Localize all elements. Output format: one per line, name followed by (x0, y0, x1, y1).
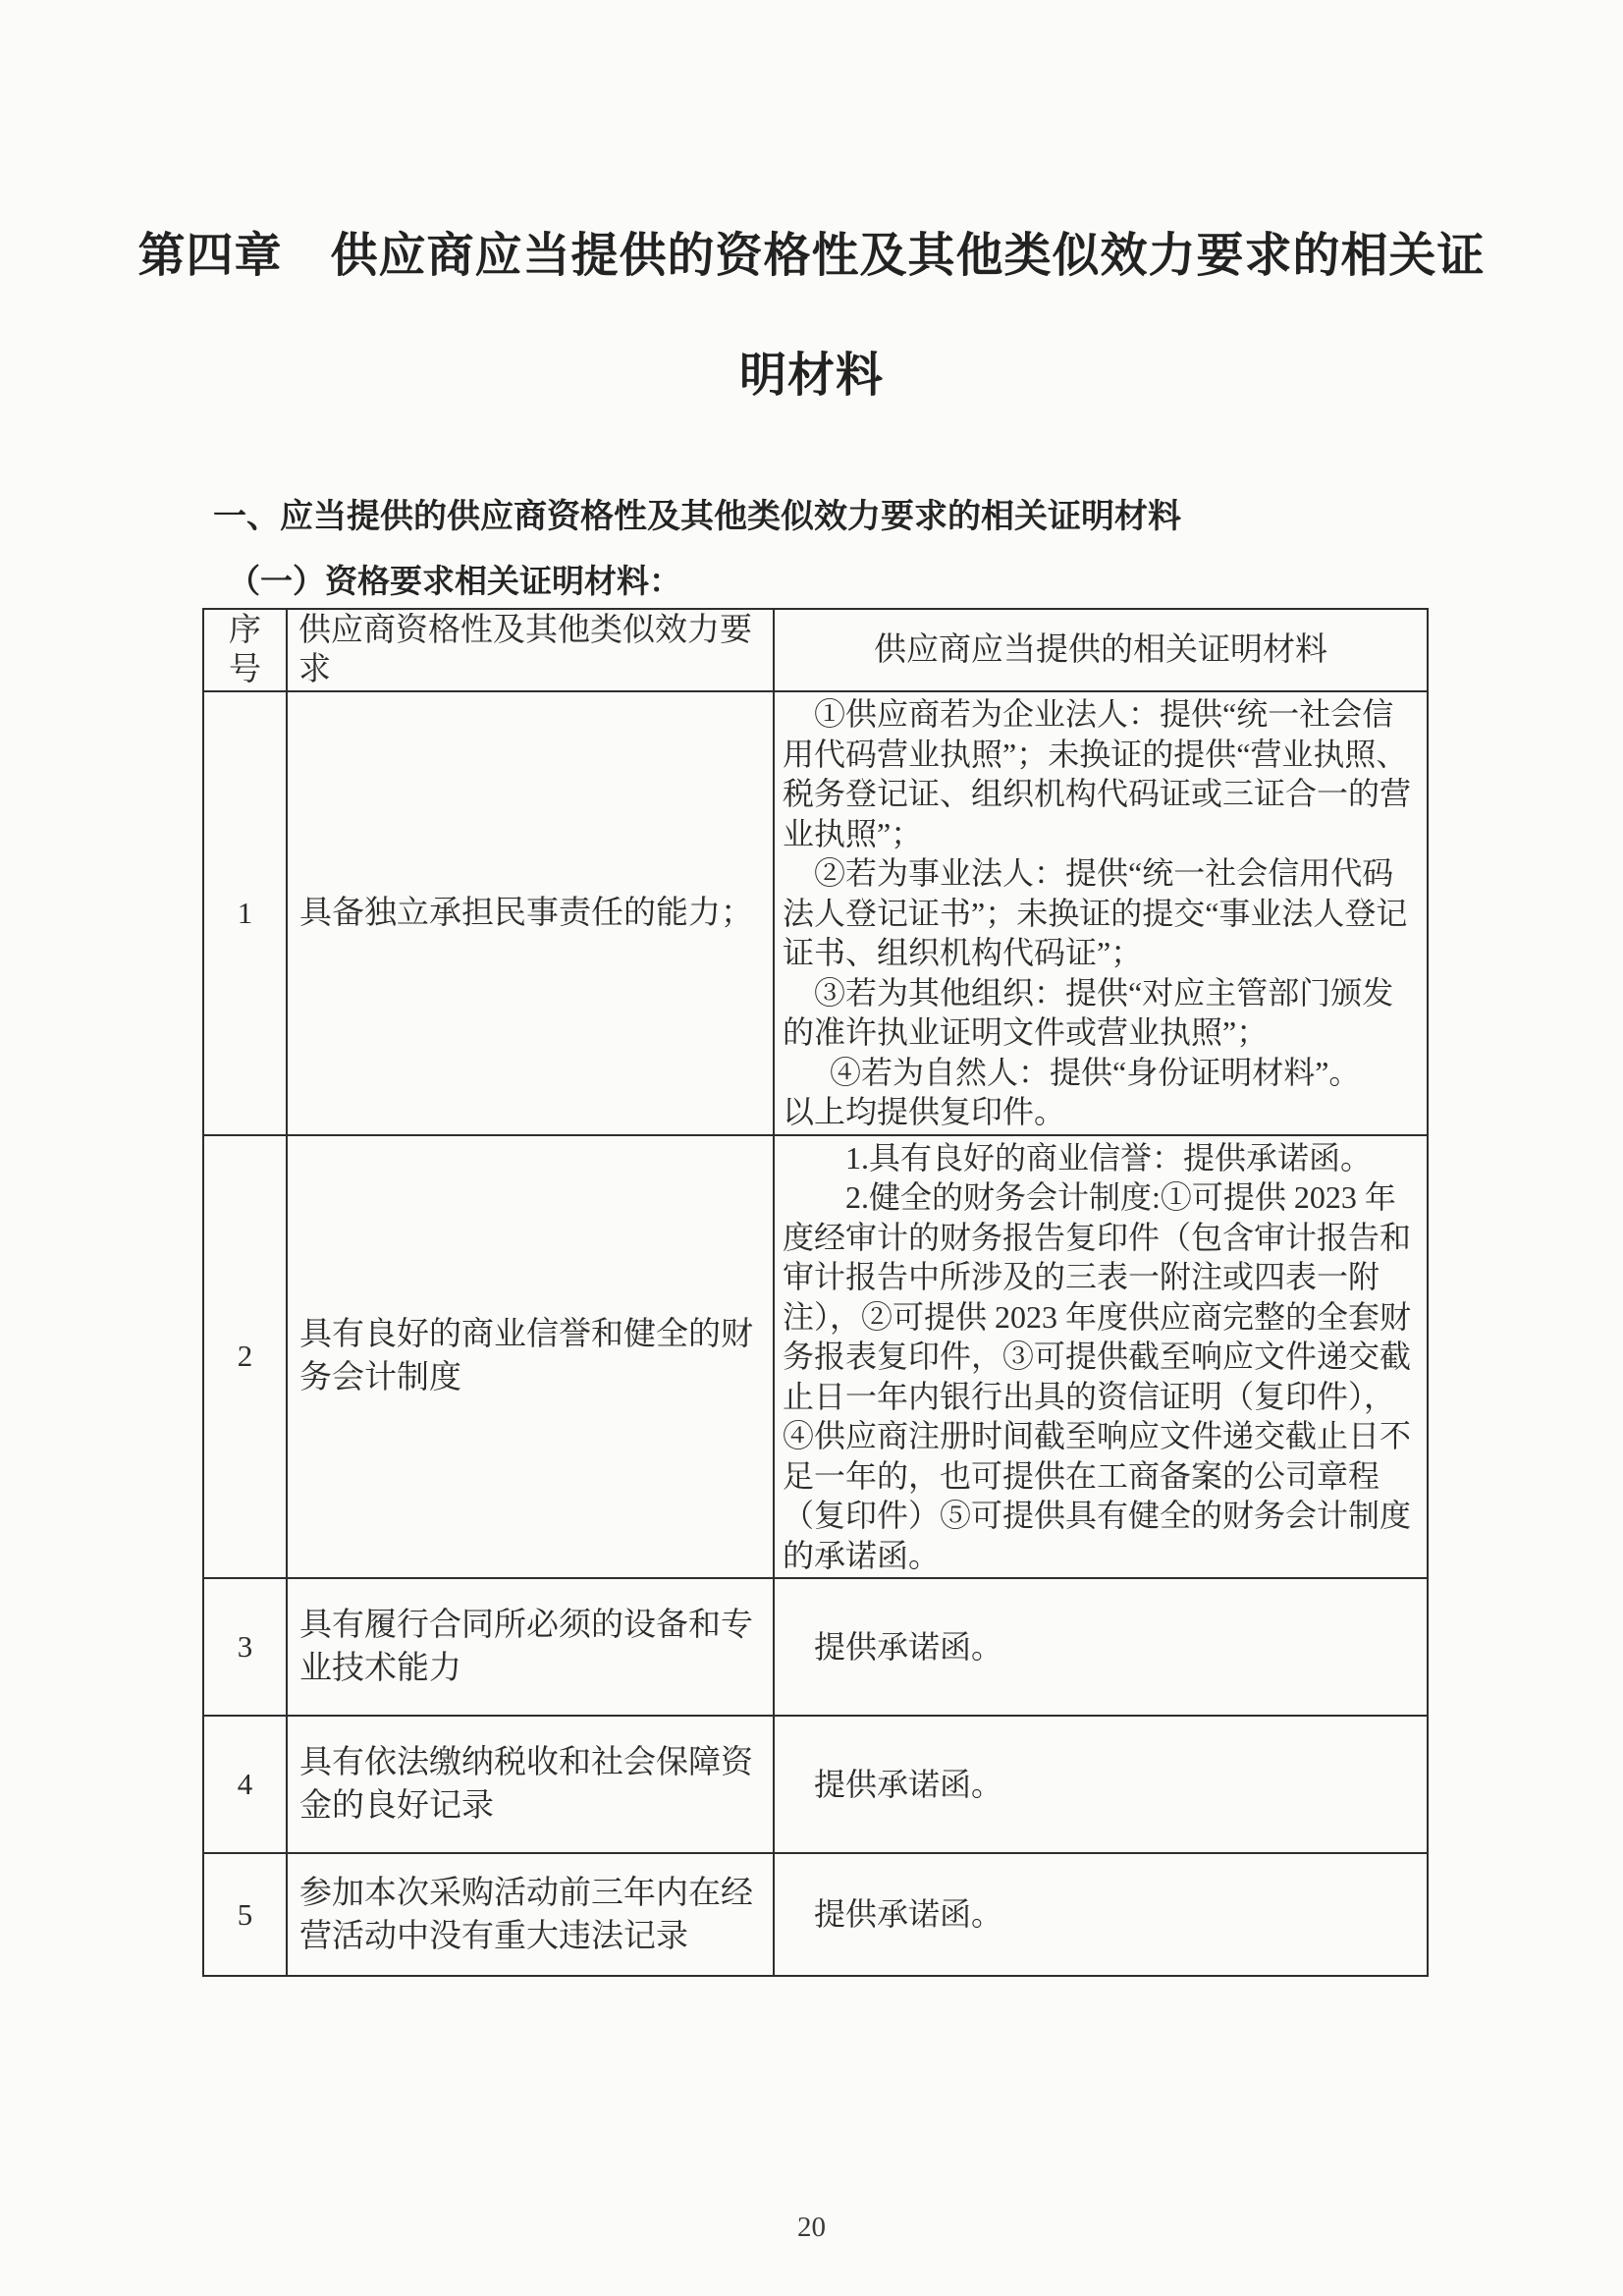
materials-paragraph: 以上均提供复印件。 (783, 1094, 1066, 1129)
header-cell-requirement: 供应商资格性及其他类似效力要求 (287, 609, 774, 691)
qualification-table (202, 608, 1429, 1977)
page-number: 20 (797, 2212, 826, 2243)
materials-paragraph: ①供应商若为企业法人：提供“统一社会信用代码营业执照”；未换证的提供“营业执照、税务登记证、组织机构代码证或三证合一的营业执照”； (783, 696, 1412, 851)
table-header-row (203, 609, 1428, 691)
materials-paragraph: 提供承诺函。 (814, 1896, 1003, 1933)
table-row (203, 1853, 1428, 1976)
cell-requirement: 具有良好的商业信誉和健全的财务会计制度 (287, 1135, 774, 1579)
cell-materials (774, 1135, 1428, 1579)
table-row (203, 1578, 1428, 1716)
cell-sequence-no: 2 (203, 1135, 287, 1579)
section-heading-1: 一、应当提供的供应商资格性及其他类似效力要求的相关证明材料 (213, 498, 1181, 535)
cell-sequence-no: 4 (203, 1716, 287, 1853)
materials-paragraph: ③若为其他组织：提供“对应主管部门颁发的准许执业证明文件或营业执照”； (783, 974, 1394, 1050)
materials-paragraph: 提供承诺函。 (814, 1766, 1003, 1802)
cell-requirement: 具有履行合同所必须的设备和专业技术能力 (287, 1578, 774, 1716)
cell-materials (774, 691, 1428, 1135)
cell-materials (774, 1716, 1428, 1853)
cell-sequence-no: 3 (203, 1578, 287, 1716)
section-heading-2: （一）资格要求相关证明材料： (228, 563, 681, 599)
page-title (0, 196, 1623, 436)
table-row (203, 1135, 1428, 1579)
table-row (203, 1716, 1428, 1853)
title-line-1: 第四章 供应商应当提供的资格性及其他类似效力要求的相关证 (137, 230, 1486, 282)
cell-requirement: 具有依法缴纳税收和社会保障资金的良好记录 (287, 1716, 774, 1853)
cell-materials (774, 1578, 1428, 1716)
cell-sequence-no: 1 (203, 691, 287, 1135)
materials-paragraph: 提供承诺函。 (814, 1628, 1003, 1665)
materials-paragraph: 1.具有良好的商业信誉：提供承诺函。 (845, 1139, 1373, 1175)
materials-paragraph: ④若为自然人：提供“身份证明材料”。 (830, 1054, 1361, 1090)
cell-requirement: 参加本次采购活动前三年内在经营活动中没有重大违法记录 (287, 1853, 774, 1976)
materials-paragraph: ②若为事业法人：提供“统一社会信用代码法人登记证书”；未换证的提交“事业法人登记证书、组织机构代码证”； (783, 855, 1408, 970)
header-cell-sequence-no: 序号 (203, 609, 287, 691)
cell-materials (774, 1853, 1428, 1976)
cell-sequence-no: 5 (203, 1853, 287, 1976)
title-line-2: 明材料 (738, 350, 884, 402)
cell-requirement: 具备独立承担民事责任的能力； (287, 691, 774, 1135)
materials-paragraph: 2.健全的财务会计制度:①可提供 2023 年度经审计的财务报告复印件（包含审计报告和审计报告中所涉及的三表一附注或四表一附注），②可提供 2023 年度供应商完整的全套财务报表复印件，③可提供截至响应文件递交截止日一年内银行出具的资信证明（复印件），④供应商注册时间截至响应文件递交截止日不足一年的，也可提供在工商备案的公司章程（复印件）⑤可提供具有健全的财务会计制度的承诺函。 (783, 1179, 1412, 1573)
header-cell-materials: 供应商应当提供的相关证明材料 (774, 609, 1428, 691)
table-row (203, 691, 1428, 1135)
